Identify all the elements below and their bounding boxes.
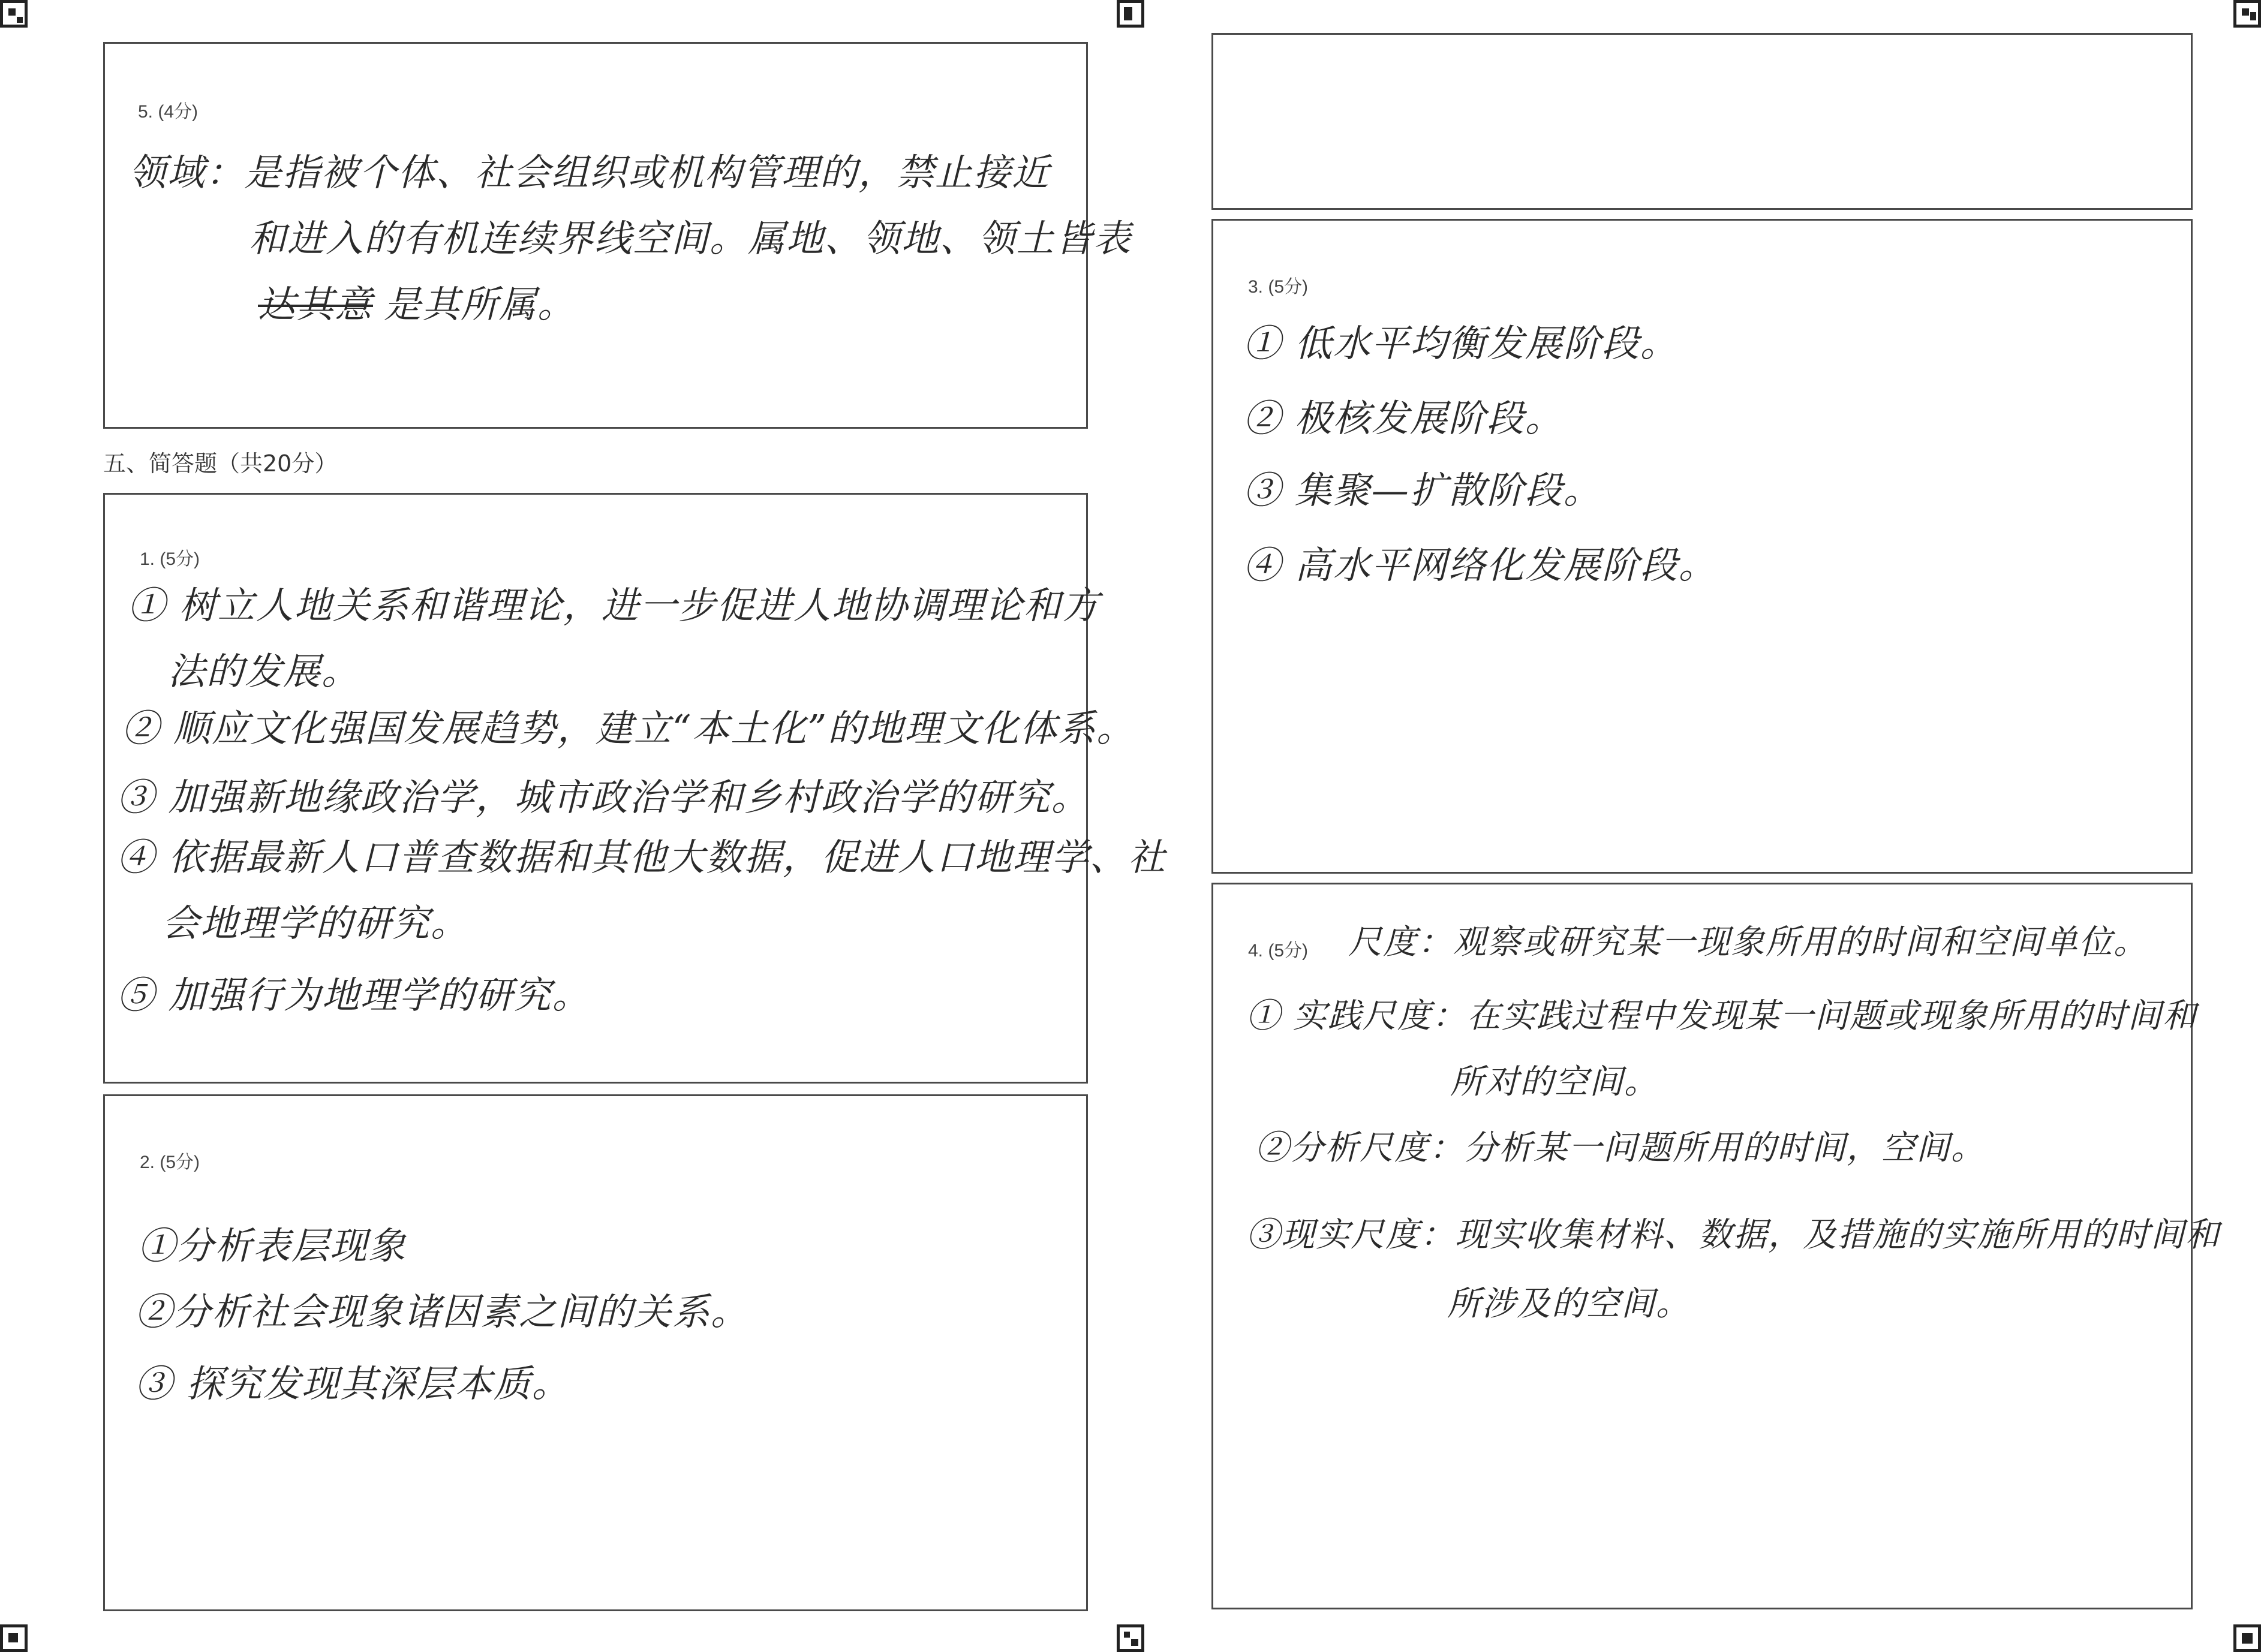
answer-line: ① 低水平均衡发展阶段。: [1243, 321, 1679, 365]
answer-line-struck: 达其意: [258, 282, 374, 326]
answer-line: 所涉及的空间。: [1447, 1284, 1691, 1323]
answer-line: 领域：是指被个体、社会组织或机构管理的，禁止接近: [129, 151, 1051, 194]
question-label: 5. (4分): [138, 102, 199, 122]
answer-line: ③ 集聚—扩散阶段。: [1243, 468, 1602, 512]
answer-line: 和进入的有机连续界线空间。属地、领地、领土皆表: [249, 216, 1132, 260]
answer-line: ③ 加强新地缘政治学，城市政治学和乡村政治学的研究。: [117, 775, 1090, 819]
answer-line: ④ 依据最新人口普查数据和其他大数据，促进人口地理学、社: [117, 835, 1166, 879]
answer-line: ⑤ 加强行为地理学的研究。: [117, 973, 591, 1017]
question-label: 1. (5分): [140, 549, 200, 569]
registration-mark-top-center: [1117, 0, 1144, 28]
answer-line: ②分析尺度：分析某一问题所用的时间，空间。: [1255, 1129, 1986, 1167]
answer-line: 尺度：观察或研究某一现象所用的时间和空间单位。: [1348, 923, 2148, 962]
answer-line: ② 极核发展阶段。: [1243, 396, 1564, 440]
question-label: 3. (5分): [1248, 277, 1309, 297]
answer-box-q4: [1211, 883, 2220, 1609]
answer-line: ① 树立人地关系和谐理论，进一步促进人地协调理论和方: [128, 583, 1101, 627]
registration-mark-top-left: [0, 0, 28, 28]
answer-line: 会地理学的研究。: [162, 901, 470, 945]
registration-mark-top-right: [2233, 0, 2261, 28]
answer-line: ②分析社会现象诸因素之间的关系。: [135, 1290, 750, 1334]
registration-mark-bottom-right: [2233, 1624, 2261, 1652]
question-label: 2. (5分): [140, 1153, 200, 1172]
answer-line: ② 顺应文化强国发展趋势，建立“本土化”的地理文化体系。: [122, 706, 1135, 750]
answer-box-continued: [1211, 33, 2193, 210]
answer-line: ④ 高水平网络化发展阶段。: [1243, 543, 1717, 587]
answer-line: ③ 探究发现其深层本质。: [135, 1362, 570, 1406]
answer-line: ③现实尺度：现实收集材料、数据，及措施的实施所用的时间和: [1246, 1215, 2220, 1254]
answer-box-q5: [103, 42, 1132, 429]
section-title: 五、简答题（共20分）: [103, 450, 338, 477]
registration-mark-bottom-left: [0, 1624, 28, 1652]
answer-box-q2: [103, 1094, 1088, 1611]
answer-line: ① 实践尺度：在实践过程中发现某一问题或现象所用的时间和: [1246, 997, 2197, 1036]
registration-mark-bottom-center: [1117, 1624, 1144, 1652]
answer-line: 所对的空间。: [1450, 1063, 1659, 1102]
answer-line: 是其所属。: [384, 282, 576, 326]
answer-line: 法的发展。: [168, 649, 360, 693]
answer-box-q3: [1211, 219, 2193, 874]
answer-line: ①分析表层现象: [138, 1224, 407, 1268]
answer-box-q1: [103, 493, 1166, 1084]
question-label: 4. (5分): [1248, 941, 1309, 961]
